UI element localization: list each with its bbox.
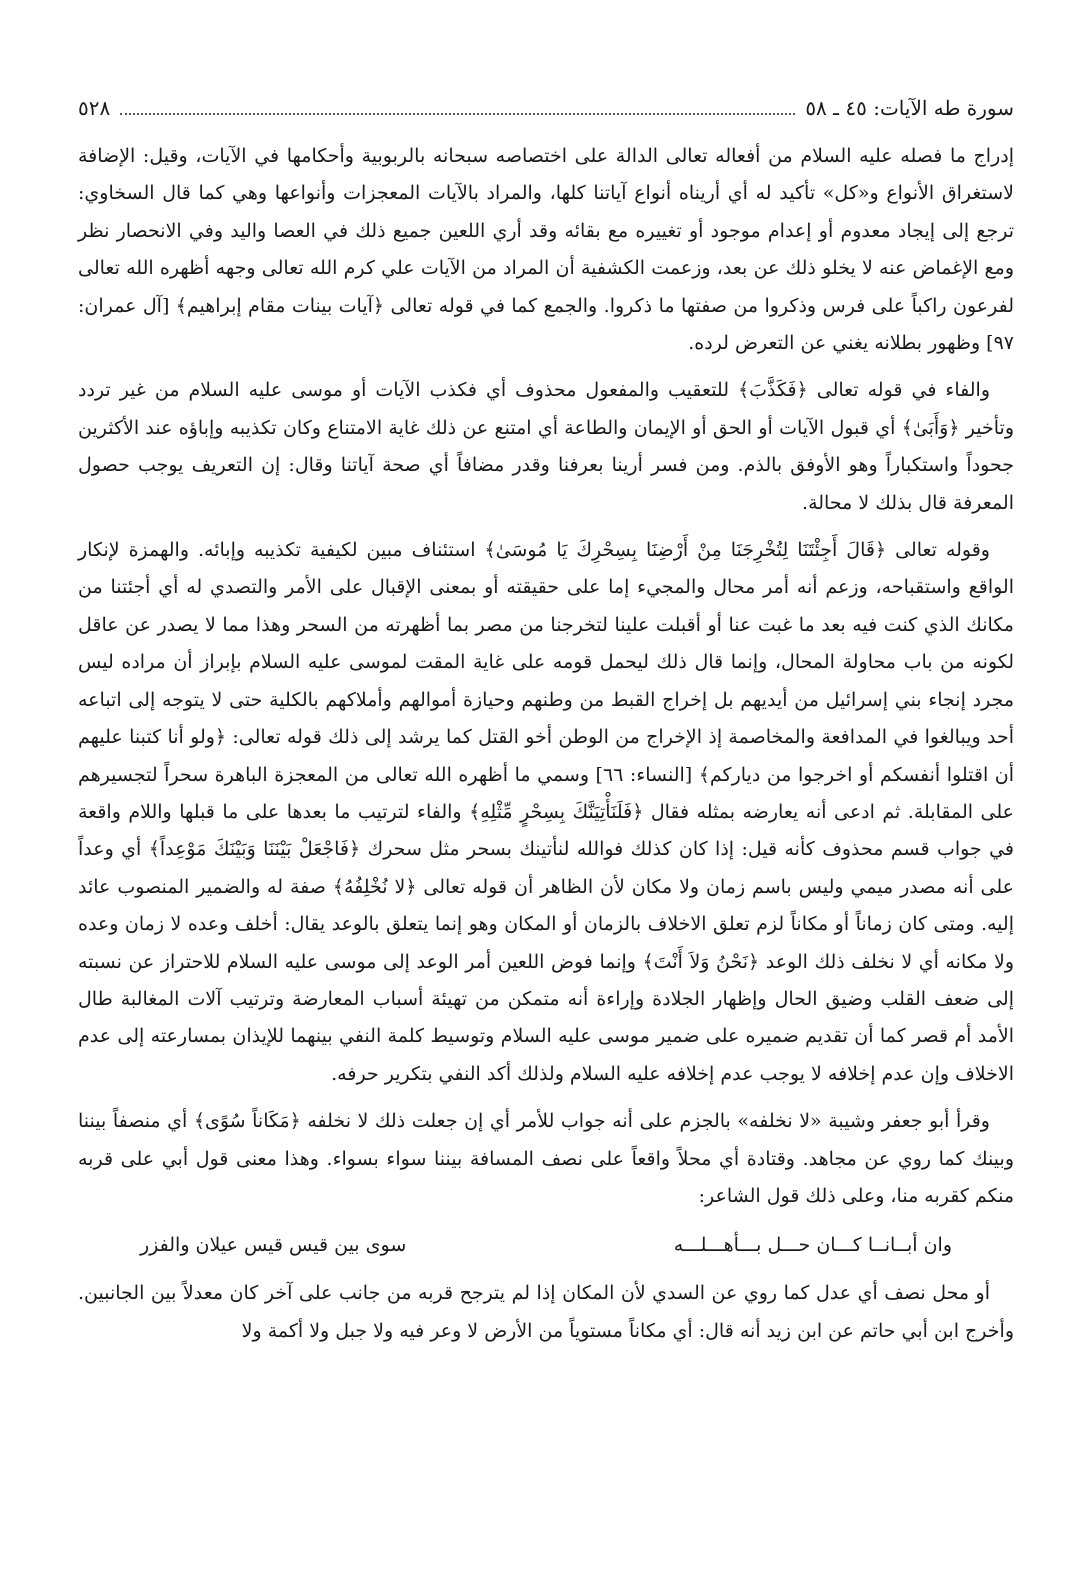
paragraph: والفاء في قوله تعالى ﴿فَكَذَّبَ﴾ للتعقيب والمفعول محذوف أي فكذب الآيات أو موسى عليه السلام من غير تردد وتأخير ﴿وَأَبَىٰ﴾ أي قبول الآيات أو الحق أو الإيمان والطاعة أي امتنع عن ذلك غاية الامتناع وكان تكذيبه وإباؤه عند الأكثرين جحوداً واستكباراً وهو الأوفق بالذم. ومن فسر أرينا بعرفنا وقدر مضافاً أي صحة آياتنا وقال: إن التعريف يوجب حصول المعرفة قال بذلك لا محالة. (78, 379, 1014, 514)
header-leader-dots (120, 113, 795, 115)
paragraph: وقوله تعالى ﴿قَالَ أَجِئْتَنَا لِتُخْرِجَنَا مِنْ أَرْضِنَا بِسِحْرِكَ يَا مُوسَىٰ﴾ استئناف مبين لكيفية تكذيبه وإبائه. والهمزة لإنكار الواقع واستقباحه، وزعم أنه أمر محال والمجيء إما على حقيقته أو بمعنى الإقبال على الأمر والتصدي له أي أجئتنا من مكانك الذي كنت فيه بعد ما غبت عنا أو أقبلت علينا لتخرجنا من مصر بما أظهرته من السحر وهذا مما لا يصدر عن عاقل لكونه من باب محاولة المحال، وإنما قال ذلك ليحمل قومه على غاية المقت لموسى عليه السلام بإبراز أن مراده ليس مجرد إنجاء بني إسرائيل من أيديهم بل إخراج القبط من وطنهم وحيازة أموالهم وأملاكهم بالكلية حتى لا يتوجه إلى اتباعه أحد ويبالغوا في المدافعة والمخاصمة إذ الإخراج من الوطن أخو القتل كما يرشد إلى ذلك قوله تعالى: ﴿ولو أنا كتبنا عليهم أن اقتلوا أنفسكم أو اخرجوا من دياركم﴾ [النساء: ٦٦] وسمي ما أظهره الله تعالى من المعجزة الباهرة سحراً لتجسيرهم على المقابلة. ثم ادعى أنه يعارضه بمثله فقال ﴿فَلَنَأْتِيَنَّكَ بِسِحْرٍ مِّثْلِهِ﴾ والفاء لترتيب ما بعدها على ما قبلها واللام واقعة في جواب قسم محذوف كأنه قيل: إذا كان كذلك فوالله لنأتينك بسحر مثل سحرك ﴿فَاجْعَلْ بَيْنَنَا وَبَيْنَكَ مَوْعِداً﴾ أي وعداً على أنه مصدر ميمي وليس باسم زمان ولا مكان لأن الظاهر أن قوله تعالى ﴿لا نُخْلِفُهُ﴾ صفة له والضمير المنصوب عائد إليه. ومتى كان زماناً أو مكاناً لزم تعلق الاخلاف بالزمان أو المكان وهو إنما يتعلق بالوعد يقال: أخلف وعده لا زمان وعده ولا مكانه أي لا نخلف ذلك الوعد ﴿نَحْنُ وَلاَ أَنْتَ﴾ وإنما فوض اللعين أمر الوعد إلى موسى عليه السلام للاحتراز عن نسبته إلى ضعف القلب وضيق الحال وإظهار الجلادة وإراءة أنه متمكن من تهيئة أسباب المعارضة وترتيب آلات المغالبة طال الأمد أم قصر كما أن تقديم ضميره على ضمير موسى عليه السلام وتوسيط كلمة النفي بينهما للإيذان بمسارعته إلى عدم الاخلاف وإن عدم إخلافه لا يوجب عدم إخلافه عليه السلام ولذلك أكد النفي بتكرير حرفه. (78, 539, 1014, 1085)
running-title: سورة طه الآيات: ٤٥ ـ ٥٨ (805, 96, 1014, 120)
verse-second-hemistich: سوى بين قيس قيس عيلان والفزر (140, 1234, 407, 1257)
page-number: ٥٢٨ (78, 96, 111, 120)
paragraph: أو محل نصف أي عدل كما روي عن السدي لأن المكان إذا لم يترجح قربه من جانب على آخر كان معدلاً بين الجانبين. وأخرج ابن أبي حاتم عن ابن زيد أنه قال: أي مكاناً مستوياً من الأرض لا وعر فيه ولا جبل ولا أكمة ولا (78, 1282, 1014, 1342)
paragraph: وقرأ أبو جعفر وشيبة «لا نخلفه» بالجزم على أنه جواب للأمر أي إن جعلت ذلك لا نخلفه ﴿مَكَاناً سُوًى﴾ أي منصفاً بيننا وبينك كما روي عن مجاهد. وقتادة أي محلاً واقعاً على نصف المسافة بيننا سواء بسواء. وهذا معنى قول أبي على قربه منكم كقربه منا، وعلى ذلك قول الشاعر: (78, 1110, 1014, 1207)
page-header (78, 92, 1014, 124)
page-body (78, 138, 1014, 1360)
poetry-verse (78, 1225, 1014, 1265)
paragraph: إدراج ما فصله عليه السلام من أفعاله تعالى الدالة على اختصاصه سبحانه بالربوبية وأحكامها في الآيات، وقيل: الإضافة لاستغراق الأنواع و«كل» تأكيد له أي أريناه أنواع آياتنا كلها، والمراد بالآيات المعجزات وأنواعها وهي كما قال السخاوي: ترجع إلى إيجاد معدوم أو إعدام موجود أو تغييره مع بقائه وقد أري اللعين جميع ذلك في العصا واليد وفي الانحصار نظر ومع الإغماض عنه لا يخلو ذلك عن بعد، وزعمت الكشفية أن المراد من الآيات علي كرم الله تعالى وجهه أظهره الله تعالى لفرعون راكباً على فرس وذكروا من صفتها ما ذكروا. والجمع كما في قوله تعالى ﴿آيات بينات مقام إبراهيم﴾ [آل عمران: ٩٧] وظهور بطلانه يغني عن التعرض لرده. (78, 145, 1014, 355)
verse-first-hemistich: وان أبــانــا كـــان حـــل بـــأهـــلـــه (673, 1234, 952, 1257)
